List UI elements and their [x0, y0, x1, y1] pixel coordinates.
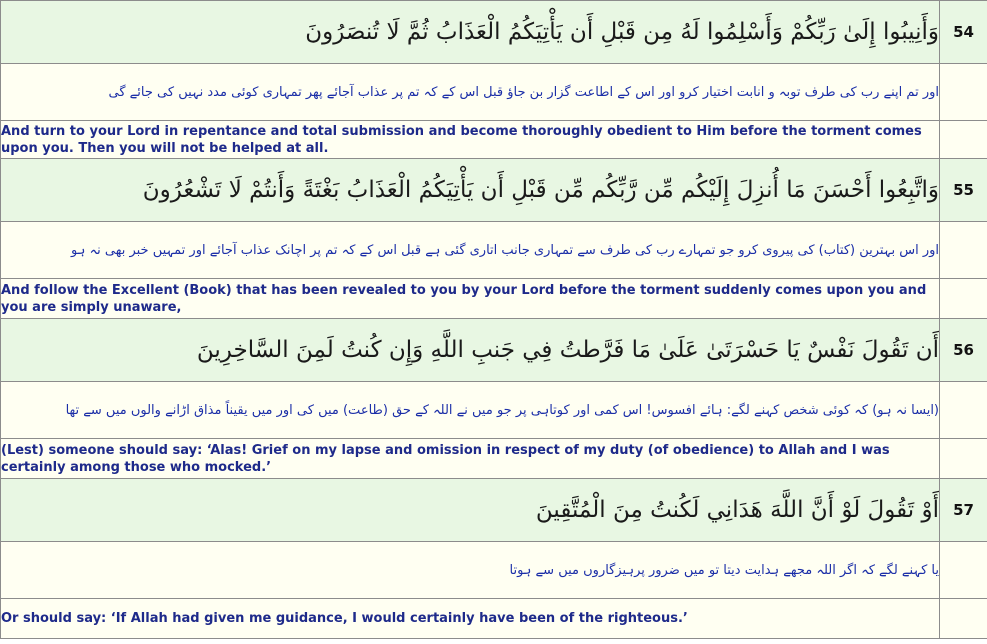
verse-57-urdu-row	[1, 542, 987, 599]
number-cell-empty	[940, 121, 987, 159]
urdu-translation: اور تم اپنے رب کی طرف توبہ و انابت اختیار کرو اور اس کے اطاعت گزار بن جاؤ قبل اس کے کہ تم پر عذاب آجائے پھر تمہاری کوئی مدد نہیں کی جائے گی	[1, 64, 940, 121]
verse-number: 56	[940, 319, 987, 382]
english-translation: (Lest) someone should say: ‘Alas! Grief on my lapse and omission in respect of my duty (of obedience) to Allah and I was certainly among those who mocked.’	[1, 439, 940, 479]
verse-55-english-row	[1, 279, 987, 319]
number-cell-empty	[940, 542, 987, 599]
verse-56-urdu-row	[1, 382, 987, 439]
number-cell-empty	[940, 222, 987, 279]
urdu-translation: اور اس بہترین (کتاب) کی پیروی کرو جو تمہارے رب کی طرف سے تمہاری جانب اتاری گئی ہے قبل اس کے کہ تم پر اچانک عذاب آجائے اور تمہیں خبر بھی نہ ہو	[1, 222, 940, 279]
english-translation: Or should say: ‘If Allah had given me guidance, I would certainly have been of the righteous.’	[1, 599, 940, 639]
english-translation: And follow the Excellent (Book) that has been revealed to you by your Lord before the torment suddenly comes upon you and you are simply unaware,	[1, 279, 940, 319]
arabic-verse-text: أَن تَقُولَ نَفْسٌ يَا حَسْرَتَىٰ عَلَىٰ مَا فَرَّطتُ فِي جَنبِ اللَّهِ وَإِن كُنتُ لَمِنَ السَّاخِرِينَ	[1, 319, 940, 382]
arabic-verse-text: وَأَنِيبُوا إِلَىٰ رَبِّكُمْ وَأَسْلِمُوا لَهُ مِن قَبْلِ أَن يَأْتِيَكُمُ الْعَذَابُ ثُمَّ لَا تُنصَرُونَ	[1, 1, 940, 64]
english-translation: And turn to your Lord in repentance and total submission and become thoroughly obedient to Him before the torment comes upon you. Then you will not be helped at all.	[1, 121, 940, 159]
number-cell-empty	[940, 382, 987, 439]
verse-54-arabic-row	[1, 1, 987, 64]
number-cell-empty	[940, 279, 987, 319]
urdu-translation: یا کہنے لگے کہ اگر اللہ مجھے ہدایت دیتا تو میں ضرور پرہیزگاروں میں سے ہوتا	[1, 542, 940, 599]
verse-57-english-row	[1, 599, 987, 639]
verse-number: 55	[940, 159, 987, 222]
number-cell-empty	[940, 64, 987, 121]
arabic-verse-text: وَاتَّبِعُوا أَحْسَنَ مَا أُنزِلَ إِلَيْكُم مِّن رَّبِّكُم مِّن قَبْلِ أَن يَأْتِيَكُمُ الْعَذَابُ بَغْتَةً وَأَنتُمْ لَا تَشْعُرُونَ	[1, 159, 940, 222]
arabic-verse-text: أَوْ تَقُولَ لَوْ أَنَّ اللَّهَ هَدَانِي لَكُنتُ مِنَ الْمُتَّقِينَ	[1, 479, 940, 542]
verse-number: 57	[940, 479, 987, 542]
verse-number: 54	[940, 1, 987, 64]
verse-56-arabic-row	[1, 319, 987, 382]
urdu-translation: (ایسا نہ ہو) کہ کوئی شخص کہنے لگے: ہائے افسوس! اس کمی اور کوتاہی پر جو میں نے اللہ کے حق (طاعت) میں کی اور میں یقیناً مذاق اڑانے والوں میں سے تھا	[1, 382, 940, 439]
number-cell-empty	[940, 599, 987, 639]
verse-56-english-row	[1, 439, 987, 479]
verse-55-urdu-row	[1, 222, 987, 279]
verse-54-urdu-row	[1, 64, 987, 121]
verse-57-arabic-row	[1, 479, 987, 542]
verse-54-english-row	[1, 121, 987, 159]
verse-55-arabic-row	[1, 159, 987, 222]
number-cell-empty	[940, 439, 987, 479]
